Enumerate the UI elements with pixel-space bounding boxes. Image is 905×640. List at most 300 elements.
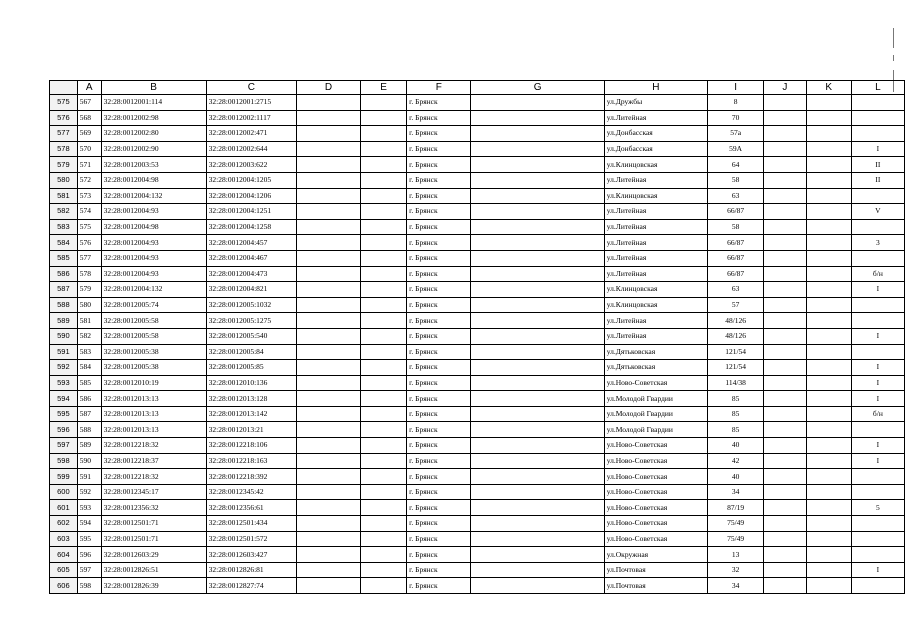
cell-d: [297, 406, 361, 422]
cell-e: [360, 141, 406, 157]
cell-l: [851, 484, 904, 500]
cell-i: 32: [707, 562, 763, 578]
cell-a: 597: [77, 562, 101, 578]
cell-j: [764, 188, 806, 204]
cell-j: [764, 469, 806, 485]
cell-k: [806, 547, 851, 563]
cell-j: [764, 297, 806, 313]
cell-k: [806, 422, 851, 438]
cell-e: [360, 172, 406, 188]
cell-i: 63: [707, 188, 763, 204]
cell-f: г. Брянск: [407, 484, 471, 500]
cell-b: 32:28:0012005:38: [101, 360, 206, 376]
row-number: 584: [50, 235, 78, 251]
cell-f: г. Брянск: [407, 578, 471, 594]
cell-k: [806, 95, 851, 111]
cell-c: 32:28:0012603:427: [206, 547, 296, 563]
cell-b: 32:28:0012004:98: [101, 172, 206, 188]
cell-c: 32:28:0012004:457: [206, 235, 296, 251]
cell-f: г. Брянск: [407, 344, 471, 360]
column-header-b: B: [101, 81, 206, 95]
cell-d: [297, 219, 361, 235]
cell-k: [806, 516, 851, 532]
cell-b: 32:28:0012005:74: [101, 297, 206, 313]
column-header-row: [50, 81, 905, 95]
cell-l: II: [851, 157, 904, 173]
cell-d: [297, 297, 361, 313]
cell-e: [360, 204, 406, 220]
cell-k: [806, 344, 851, 360]
cell-g: [471, 406, 604, 422]
table-row: [50, 578, 905, 594]
cell-k: [806, 453, 851, 469]
cell-g: [471, 375, 604, 391]
cell-k: [806, 235, 851, 251]
cell-b: 32:28:0012826:51: [101, 562, 206, 578]
cell-b: 32:28:0012004:93: [101, 235, 206, 251]
row-number: 593: [50, 375, 78, 391]
cell-l: б/н: [851, 406, 904, 422]
cell-h: ул.Почтовая: [604, 578, 707, 594]
cell-k: [806, 500, 851, 516]
cell-d: [297, 562, 361, 578]
row-number: 577: [50, 126, 78, 142]
cell-i: 75/49: [707, 516, 763, 532]
cell-c: 32:28:0012005:85: [206, 360, 296, 376]
column-header-k: K: [806, 81, 851, 95]
cell-d: [297, 172, 361, 188]
cell-g: [471, 344, 604, 360]
cell-g: [471, 531, 604, 547]
cell-f: г. Брянск: [407, 547, 471, 563]
cell-l: [851, 95, 904, 111]
cell-i: 48/126: [707, 328, 763, 344]
cell-a: 569: [77, 126, 101, 142]
cell-f: г. Брянск: [407, 219, 471, 235]
cell-a: 583: [77, 344, 101, 360]
cell-f: г. Брянск: [407, 235, 471, 251]
table-row: [50, 328, 905, 344]
table-row: [50, 157, 905, 173]
column-header-e: E: [360, 81, 406, 95]
row-number: 603: [50, 531, 78, 547]
cell-a: 585: [77, 375, 101, 391]
cell-j: [764, 172, 806, 188]
cell-f: г. Брянск: [407, 391, 471, 407]
cell-d: [297, 453, 361, 469]
cell-f: г. Брянск: [407, 516, 471, 532]
cell-l: [851, 110, 904, 126]
cell-e: [360, 110, 406, 126]
row-number: 597: [50, 438, 78, 454]
spreadsheet-table: [49, 80, 905, 594]
cell-g: [471, 219, 604, 235]
table-row: [50, 422, 905, 438]
cell-b: 32:28:0012826:39: [101, 578, 206, 594]
cell-h: ул.Литейная: [604, 250, 707, 266]
column-header-l: L: [851, 81, 904, 95]
cell-l: 3: [851, 235, 904, 251]
cell-a: 598: [77, 578, 101, 594]
cell-l: [851, 344, 904, 360]
cell-c: 32:28:0012010:136: [206, 375, 296, 391]
table-row: [50, 250, 905, 266]
cell-g: [471, 328, 604, 344]
cell-a: 589: [77, 438, 101, 454]
cell-l: I: [851, 453, 904, 469]
cell-c: 32:28:0012826:81: [206, 562, 296, 578]
cell-g: [471, 188, 604, 204]
cell-j: [764, 516, 806, 532]
cell-h: ул.Окружная: [604, 547, 707, 563]
cell-j: [764, 266, 806, 282]
cell-c: 32:28:0012004:1251: [206, 204, 296, 220]
cell-g: [471, 516, 604, 532]
cell-j: [764, 313, 806, 329]
cell-h: ул.Дятьковская: [604, 360, 707, 376]
cell-h: ул.Литейная: [604, 219, 707, 235]
cell-i: 66/87: [707, 266, 763, 282]
cell-b: 32:28:0012345:17: [101, 484, 206, 500]
cell-i: 121/54: [707, 360, 763, 376]
cell-c: 32:28:0012356:61: [206, 500, 296, 516]
cell-c: 32:28:0012004:467: [206, 250, 296, 266]
cell-l: [851, 219, 904, 235]
cell-a: 588: [77, 422, 101, 438]
cell-f: г. Брянск: [407, 453, 471, 469]
cell-i: 42: [707, 453, 763, 469]
cell-d: [297, 375, 361, 391]
cell-c: 32:28:0012005:84: [206, 344, 296, 360]
cell-h: ул.Литейная: [604, 172, 707, 188]
cell-j: [764, 375, 806, 391]
cell-h: ул.Клинцовская: [604, 282, 707, 298]
table-row: [50, 126, 905, 142]
cell-a: 574: [77, 204, 101, 220]
cell-d: [297, 484, 361, 500]
scan-edge-mark: [893, 55, 894, 61]
cell-i: 66/87: [707, 204, 763, 220]
cell-a: 584: [77, 360, 101, 376]
table-row: [50, 438, 905, 454]
cell-k: [806, 188, 851, 204]
cell-f: г. Брянск: [407, 406, 471, 422]
cell-k: [806, 172, 851, 188]
cell-e: [360, 469, 406, 485]
cell-a: 590: [77, 453, 101, 469]
cell-i: 34: [707, 578, 763, 594]
cell-d: [297, 516, 361, 532]
cell-d: [297, 157, 361, 173]
cell-a: 592: [77, 484, 101, 500]
cell-j: [764, 95, 806, 111]
cell-a: 573: [77, 188, 101, 204]
cell-k: [806, 469, 851, 485]
cell-h: ул.Донбасская: [604, 141, 707, 157]
table-row: [50, 344, 905, 360]
cell-h: ул.Донбасская: [604, 126, 707, 142]
corner-cell: [50, 81, 78, 95]
cell-j: [764, 500, 806, 516]
cell-h: ул.Почтовая: [604, 562, 707, 578]
cell-e: [360, 578, 406, 594]
cell-c: 32:28:0012345:42: [206, 484, 296, 500]
cell-f: г. Брянск: [407, 297, 471, 313]
cell-c: 32:28:0012002:471: [206, 126, 296, 142]
cell-h: ул.Молодой Гвардии: [604, 406, 707, 422]
cell-k: [806, 313, 851, 329]
cell-a: 582: [77, 328, 101, 344]
cell-a: 581: [77, 313, 101, 329]
cell-f: г. Брянск: [407, 204, 471, 220]
cell-h: ул.Ново-Советская: [604, 453, 707, 469]
row-number: 600: [50, 484, 78, 500]
cell-g: [471, 422, 604, 438]
cell-l: I: [851, 141, 904, 157]
cell-c: 32:28:0012004:1258: [206, 219, 296, 235]
cell-f: г. Брянск: [407, 250, 471, 266]
cell-b: 32:28:0012013:13: [101, 406, 206, 422]
cell-e: [360, 484, 406, 500]
cell-a: 575: [77, 219, 101, 235]
cell-g: [471, 235, 604, 251]
cell-c: 32:28:0012002:1117: [206, 110, 296, 126]
cell-a: 580: [77, 297, 101, 313]
cell-f: г. Брянск: [407, 188, 471, 204]
row-number: 583: [50, 219, 78, 235]
cell-i: 70: [707, 110, 763, 126]
cell-i: 13: [707, 547, 763, 563]
cell-f: г. Брянск: [407, 157, 471, 173]
cell-a: 579: [77, 282, 101, 298]
cell-i: 57а: [707, 126, 763, 142]
cell-h: ул.Литейная: [604, 235, 707, 251]
cell-l: V: [851, 204, 904, 220]
cell-j: [764, 547, 806, 563]
cell-d: [297, 204, 361, 220]
cell-b: 32:28:0012501:71: [101, 531, 206, 547]
cell-g: [471, 469, 604, 485]
cell-d: [297, 360, 361, 376]
cell-i: 58: [707, 172, 763, 188]
row-number: 589: [50, 313, 78, 329]
cell-c: 32:28:0012002:644: [206, 141, 296, 157]
cell-l: II: [851, 172, 904, 188]
cell-e: [360, 328, 406, 344]
row-number: 578: [50, 141, 78, 157]
table-row: [50, 282, 905, 298]
cell-g: [471, 453, 604, 469]
column-header-c: C: [206, 81, 296, 95]
cell-b: 32:28:0012013:13: [101, 422, 206, 438]
cell-g: [471, 157, 604, 173]
cell-f: г. Брянск: [407, 531, 471, 547]
cell-k: [806, 157, 851, 173]
row-number: 590: [50, 328, 78, 344]
row-number: 606: [50, 578, 78, 594]
cell-b: 32:28:0012002:90: [101, 141, 206, 157]
row-number: 585: [50, 250, 78, 266]
cell-d: [297, 313, 361, 329]
row-number: 604: [50, 547, 78, 563]
cell-e: [360, 516, 406, 532]
cell-b: 32:28:0012501:71: [101, 516, 206, 532]
cell-g: [471, 547, 604, 563]
cell-f: г. Брянск: [407, 375, 471, 391]
cell-j: [764, 344, 806, 360]
cell-g: [471, 484, 604, 500]
cell-b: 32:28:0012010:19: [101, 375, 206, 391]
cell-j: [764, 422, 806, 438]
cell-c: 32:28:0012218:392: [206, 469, 296, 485]
cell-c: 32:28:0012003:622: [206, 157, 296, 173]
cell-i: 114/38: [707, 375, 763, 391]
cell-i: 57: [707, 297, 763, 313]
cell-b: 32:28:0012004:93: [101, 204, 206, 220]
row-number: 595: [50, 406, 78, 422]
cell-d: [297, 469, 361, 485]
cell-l: [851, 250, 904, 266]
cell-l: [851, 547, 904, 563]
cell-l: [851, 297, 904, 313]
cell-b: 32:28:0012004:93: [101, 250, 206, 266]
cell-h: ул.Литейная: [604, 110, 707, 126]
cell-e: [360, 95, 406, 111]
cell-f: г. Брянск: [407, 266, 471, 282]
cell-k: [806, 562, 851, 578]
row-number: 598: [50, 453, 78, 469]
cell-h: ул.Дятьковская: [604, 344, 707, 360]
cell-d: [297, 422, 361, 438]
table-row: [50, 266, 905, 282]
row-number: 588: [50, 297, 78, 313]
cell-l: I: [851, 328, 904, 344]
cell-l: I: [851, 391, 904, 407]
cell-l: [851, 422, 904, 438]
cell-g: [471, 438, 604, 454]
cell-c: 32:28:0012013:142: [206, 406, 296, 422]
cell-a: 595: [77, 531, 101, 547]
column-header-g: G: [471, 81, 604, 95]
cell-j: [764, 578, 806, 594]
table-row: [50, 516, 905, 532]
cell-k: [806, 328, 851, 344]
cell-g: [471, 360, 604, 376]
cell-f: г. Брянск: [407, 360, 471, 376]
cell-a: 572: [77, 172, 101, 188]
cell-j: [764, 219, 806, 235]
cell-j: [764, 110, 806, 126]
cell-i: 40: [707, 469, 763, 485]
cell-g: [471, 266, 604, 282]
cell-d: [297, 95, 361, 111]
cell-l: [851, 578, 904, 594]
cell-b: 32:28:0012005:38: [101, 344, 206, 360]
cell-e: [360, 157, 406, 173]
cell-e: [360, 297, 406, 313]
cell-f: г. Брянск: [407, 126, 471, 142]
cell-k: [806, 141, 851, 157]
cell-d: [297, 328, 361, 344]
cell-h: ул.Клинцовская: [604, 188, 707, 204]
cell-i: 58: [707, 219, 763, 235]
row-number: 576: [50, 110, 78, 126]
cell-h: ул.Ново-Советская: [604, 531, 707, 547]
cell-a: 577: [77, 250, 101, 266]
cell-b: 32:28:0012004:93: [101, 266, 206, 282]
cell-a: 571: [77, 157, 101, 173]
cell-d: [297, 266, 361, 282]
cell-i: 121/54: [707, 344, 763, 360]
cell-i: 40: [707, 438, 763, 454]
cell-f: г. Брянск: [407, 328, 471, 344]
cell-d: [297, 282, 361, 298]
column-header-i: I: [707, 81, 763, 95]
cell-i: 66/87: [707, 250, 763, 266]
cell-l: [851, 531, 904, 547]
cell-h: ул.Ново-Советская: [604, 469, 707, 485]
cell-l: I: [851, 375, 904, 391]
cell-j: [764, 562, 806, 578]
cell-j: [764, 157, 806, 173]
table-row: [50, 360, 905, 376]
row-number: 586: [50, 266, 78, 282]
cell-i: 63: [707, 282, 763, 298]
cell-d: [297, 141, 361, 157]
cell-i: 8: [707, 95, 763, 111]
cell-a: 591: [77, 469, 101, 485]
cell-l: I: [851, 360, 904, 376]
table-row: [50, 547, 905, 563]
cell-a: 568: [77, 110, 101, 126]
cell-h: ул.Литейная: [604, 204, 707, 220]
cell-g: [471, 391, 604, 407]
scan-edge-mark: [893, 28, 894, 48]
cell-h: ул.Литейная: [604, 313, 707, 329]
cell-c: 32:28:0012501:434: [206, 516, 296, 532]
cell-d: [297, 438, 361, 454]
row-number: 594: [50, 391, 78, 407]
cell-e: [360, 375, 406, 391]
cell-a: 578: [77, 266, 101, 282]
cell-b: 32:28:0012002:98: [101, 110, 206, 126]
cell-c: 32:28:0012005:540: [206, 328, 296, 344]
cell-g: [471, 172, 604, 188]
cell-e: [360, 453, 406, 469]
cell-c: 32:28:0012004:1206: [206, 188, 296, 204]
cell-h: ул.Ново-Советская: [604, 484, 707, 500]
cell-a: 593: [77, 500, 101, 516]
table-row: [50, 484, 905, 500]
cell-l: [851, 126, 904, 142]
cell-g: [471, 141, 604, 157]
cell-g: [471, 126, 604, 142]
cell-k: [806, 297, 851, 313]
table-row: [50, 188, 905, 204]
table-row: [50, 110, 905, 126]
cell-l: [851, 469, 904, 485]
cell-c: 32:28:0012005:1275: [206, 313, 296, 329]
cell-j: [764, 391, 806, 407]
row-number: 602: [50, 516, 78, 532]
table-row: [50, 531, 905, 547]
cell-k: [806, 266, 851, 282]
cell-k: [806, 531, 851, 547]
table-row: [50, 391, 905, 407]
row-number: 580: [50, 172, 78, 188]
cell-b: 32:28:0012004:98: [101, 219, 206, 235]
cell-b: 32:28:0012001:114: [101, 95, 206, 111]
